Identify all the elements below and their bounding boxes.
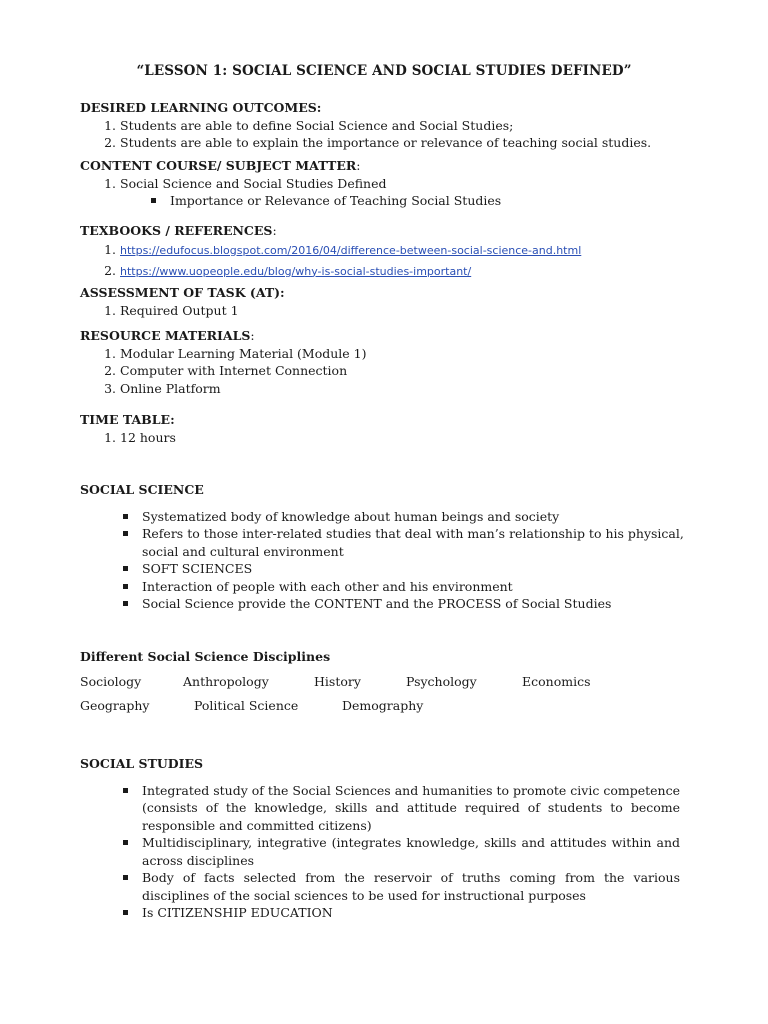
disciplines-heading: Different Social Science Disciplines: [80, 649, 331, 664]
list-item: Body of facts selected from the reservoir of truths coming from the various disciplines of the social sciences to be used for instructional purposes: [120, 869, 680, 904]
list-item: 3. Online Platform: [120, 380, 700, 398]
social-studies-heading: SOCIAL STUDIES: [80, 756, 204, 771]
references-heading-text: TEXBOOKS / REFERENCES: [80, 223, 273, 238]
list-item: Interaction of people with each other and his environment: [120, 578, 700, 596]
outcomes-heading: DESIRED LEARNING OUTCOMES:: [80, 100, 322, 115]
assessment-section: [80, 284, 700, 319]
references-list: [80, 240, 700, 282]
discipline-item: Geography: [80, 698, 150, 713]
resources-heading-text: RESOURCE MATERIALS: [80, 328, 251, 343]
outcomes-section: [80, 99, 700, 152]
list-item: SOFT SCIENCES: [120, 560, 700, 578]
discipline-item: Sociology: [80, 674, 142, 689]
disciplines-row-2: [80, 697, 700, 715]
content-sublist: [80, 192, 700, 210]
outcomes-list: [80, 117, 700, 152]
list-item: Social Science provide the CONTENT and the PROCESS of Social Studies: [120, 595, 700, 613]
content-section: [80, 157, 700, 210]
content-list: [80, 175, 700, 193]
content-heading-colon: :: [356, 158, 361, 173]
social-science-list: [80, 508, 700, 613]
page-title: “LESSON 1: SOCIAL SCIENCE AND SOCIAL STUDIES DEFINED”: [136, 63, 632, 79]
list-item: Refers to those inter-related studies that deal with man’s relationship to his physical, social and cultural environment: [120, 525, 700, 560]
discipline-item: Psychology: [406, 674, 477, 689]
list-item: Multidisciplinary, integrative (integrates knowledge, skills and attitudes within and across disciplines: [120, 834, 680, 869]
list-item: 1. Social Science and Social Studies Defined: [120, 175, 700, 193]
list-item: 2. Students are able to explain the importance or relevance of teaching social studies.: [120, 134, 700, 152]
list-item: Integrated study of the Social Sciences and humanities to promote civic competence (consists of the knowledge, skills and attitude required of students to become responsible and committed citizens): [120, 782, 680, 835]
social-studies-section: [80, 755, 700, 922]
discipline-item: Political Science: [194, 698, 299, 713]
references-heading-colon: :: [272, 223, 277, 238]
disciplines-row-1: [80, 673, 700, 691]
list-item: 1. Required Output 1: [120, 302, 700, 320]
social-science-section: [80, 481, 700, 613]
reference-link-1[interactable]: https://edufocus.blogspot.com/2016/04/difference-between-social-science-and.html: [120, 243, 582, 257]
timetable-heading: TIME TABLE:: [80, 412, 175, 427]
resources-section: [80, 327, 700, 397]
discipline-item: Economics: [522, 674, 591, 689]
list-item: [120, 240, 700, 261]
assessment-list: [80, 302, 700, 320]
resources-heading-colon: :: [250, 328, 255, 343]
reference-link-2[interactable]: https://www.uopeople.edu/blog/why-is-social-studies-important/: [120, 264, 472, 278]
list-item: Importance or Relevance of Teaching Social Studies: [148, 192, 700, 210]
discipline-item: Demography: [342, 698, 424, 713]
discipline-item: Anthropology: [183, 674, 269, 689]
references-heading: [80, 222, 700, 240]
list-item: 1. Students are able to define Social Science and Social Studies;: [120, 117, 700, 135]
references-section: [80, 222, 700, 282]
social-science-heading: SOCIAL SCIENCE: [80, 482, 204, 497]
disciplines-section: [80, 648, 700, 666]
assessment-heading: ASSESSMENT OF TASK (AT):: [80, 285, 285, 300]
list-item: 1. Modular Learning Material (Module 1): [120, 345, 700, 363]
timetable-section: [80, 411, 700, 446]
content-heading-text: CONTENT COURSE/ SUBJECT MATTER: [80, 158, 357, 173]
list-item: Is CITIZENSHIP EDUCATION: [120, 904, 680, 922]
social-studies-list: [80, 782, 680, 922]
list-item: 2. Computer with Internet Connection: [120, 362, 700, 380]
list-item: Systematized body of knowledge about human beings and society: [120, 508, 700, 526]
resources-heading: [80, 327, 700, 345]
content-heading: [80, 157, 700, 175]
list-item: 1. 12 hours: [120, 429, 700, 447]
resources-list: [80, 345, 700, 398]
discipline-item: History: [314, 674, 361, 689]
timetable-list: [80, 429, 700, 447]
list-item: [120, 261, 700, 282]
